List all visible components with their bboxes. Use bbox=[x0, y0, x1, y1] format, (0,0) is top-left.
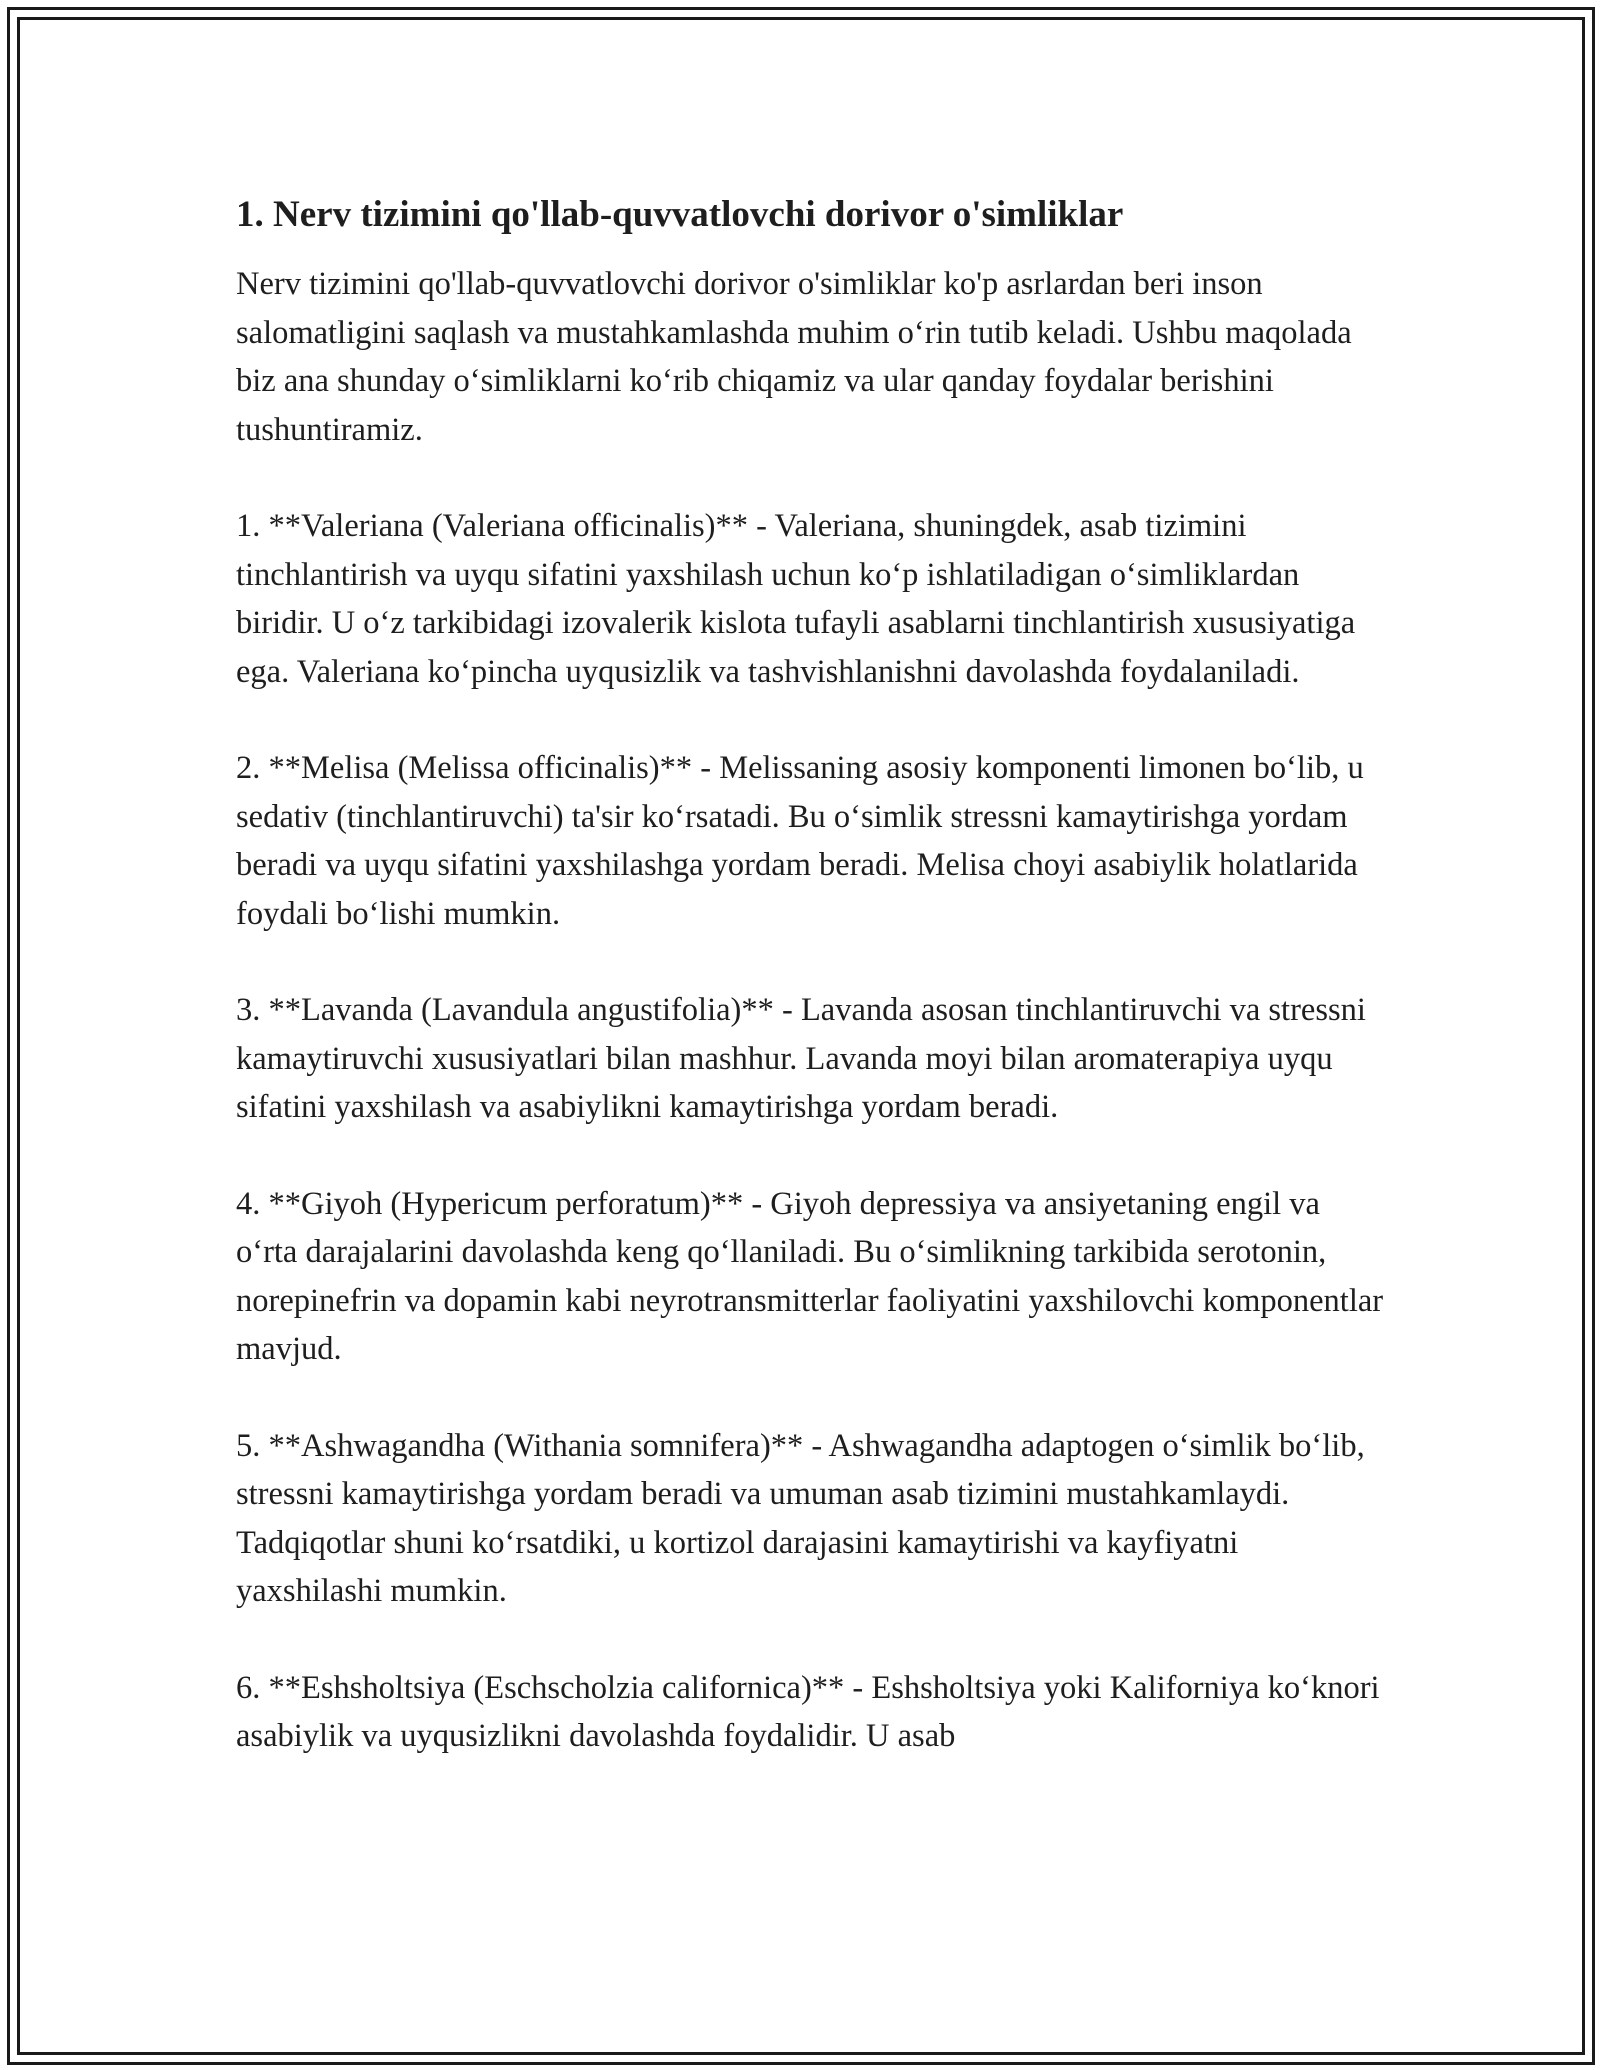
document-body bbox=[236, 190, 1386, 1761]
paragraph-ashwagandha: 5. **Ashwagandha (Withania somnifera)** - Ashwagandha adaptogen o‘simlik bo‘lib, stressni kamaytirishga yordam beradi va umuman asab tizimini mustahkamlaydi. Tadqiqotlar shuni ko‘rsatdiki, u kortizol darajasini kamaytirishi va kayfiyatni yaxshilashi mumkin. bbox=[236, 1427, 1365, 1609]
intro-paragraph: Nerv tizimini qo'llab-quvvatlovchi dorivor o'simliklar ko'p asrlardan beri inson salomatligini saqlash va mustahkamlashda muhim o‘rin tutib keladi. Ushbu maqolada biz ana shunday o‘simliklarni ko‘rib chiqamiz va ular qanday foydalar berishini tushuntiramiz. bbox=[236, 266, 1352, 448]
document-heading: 1. Nerv tizimini qo'llab-quvvatlovchi dorivor o'simliklar bbox=[236, 194, 1124, 235]
paragraph-melisa: 2. **Melisa (Melissa officinalis)** - Melissaning asosiy komponenti limonen bo‘lib, u sedativ (tinchlantiruvchi) ta'sir ko‘rsatadi. Bu o‘simlik stressni kamaytirishga yordam beradi va uyqu sifatini yaxshilashga yordam beradi. Melisa choyi asabiylik holatlarida foydali bo‘lishi mumkin. bbox=[236, 750, 1364, 932]
paragraph-eshsholtsiya: 6. **Eshsholtsiya (Eschscholzia californica)** - Eshsholtsiya yoki Kaliforniya ko‘knori asabiylik va uyqusizlikni davolashda foydalidir. U asab bbox=[236, 1669, 1380, 1754]
paragraph-giyoh: 4. **Giyoh (Hypericum perforatum)** - Giyoh depressiya va ansiyetaning engil va o‘rta darajalarini davolashda keng qo‘llaniladi. Bu o‘simlikning tarkibida serotonin, norepinefrin va dopamin kabi neyrotransmitterlar faoliyatini yaxshilovchi komponentlar mavjud. bbox=[236, 1185, 1384, 1367]
paragraph-valeriana: 1. **Valeriana (Valeriana officinalis)** - Valeriana, shuningdek, asab tizimini tinchlantirish va uyqu sifatini yaxshilash uchun ko‘p ishlatiladigan o‘simliklardan biridir. U o‘z tarkibidagi izovalerik kislota tufayli asablarni tinchlantirish xususiyatiga ega. Valeriana ko‘pincha uyqusizlik va tashvishlanishni davolashda foydalaniladi. bbox=[236, 508, 1356, 690]
paragraph-lavanda: 3. **Lavanda (Lavandula angustifolia)** - Lavanda asosan tinchlantiruvchi va stressni kamaytiruvchi xususiyatlari bilan mashhur. Lavanda moyi bilan aromaterapiya uyqu sifatini yaxshilash va asabiylikni kamaytirishga yordam beradi. bbox=[236, 992, 1366, 1125]
